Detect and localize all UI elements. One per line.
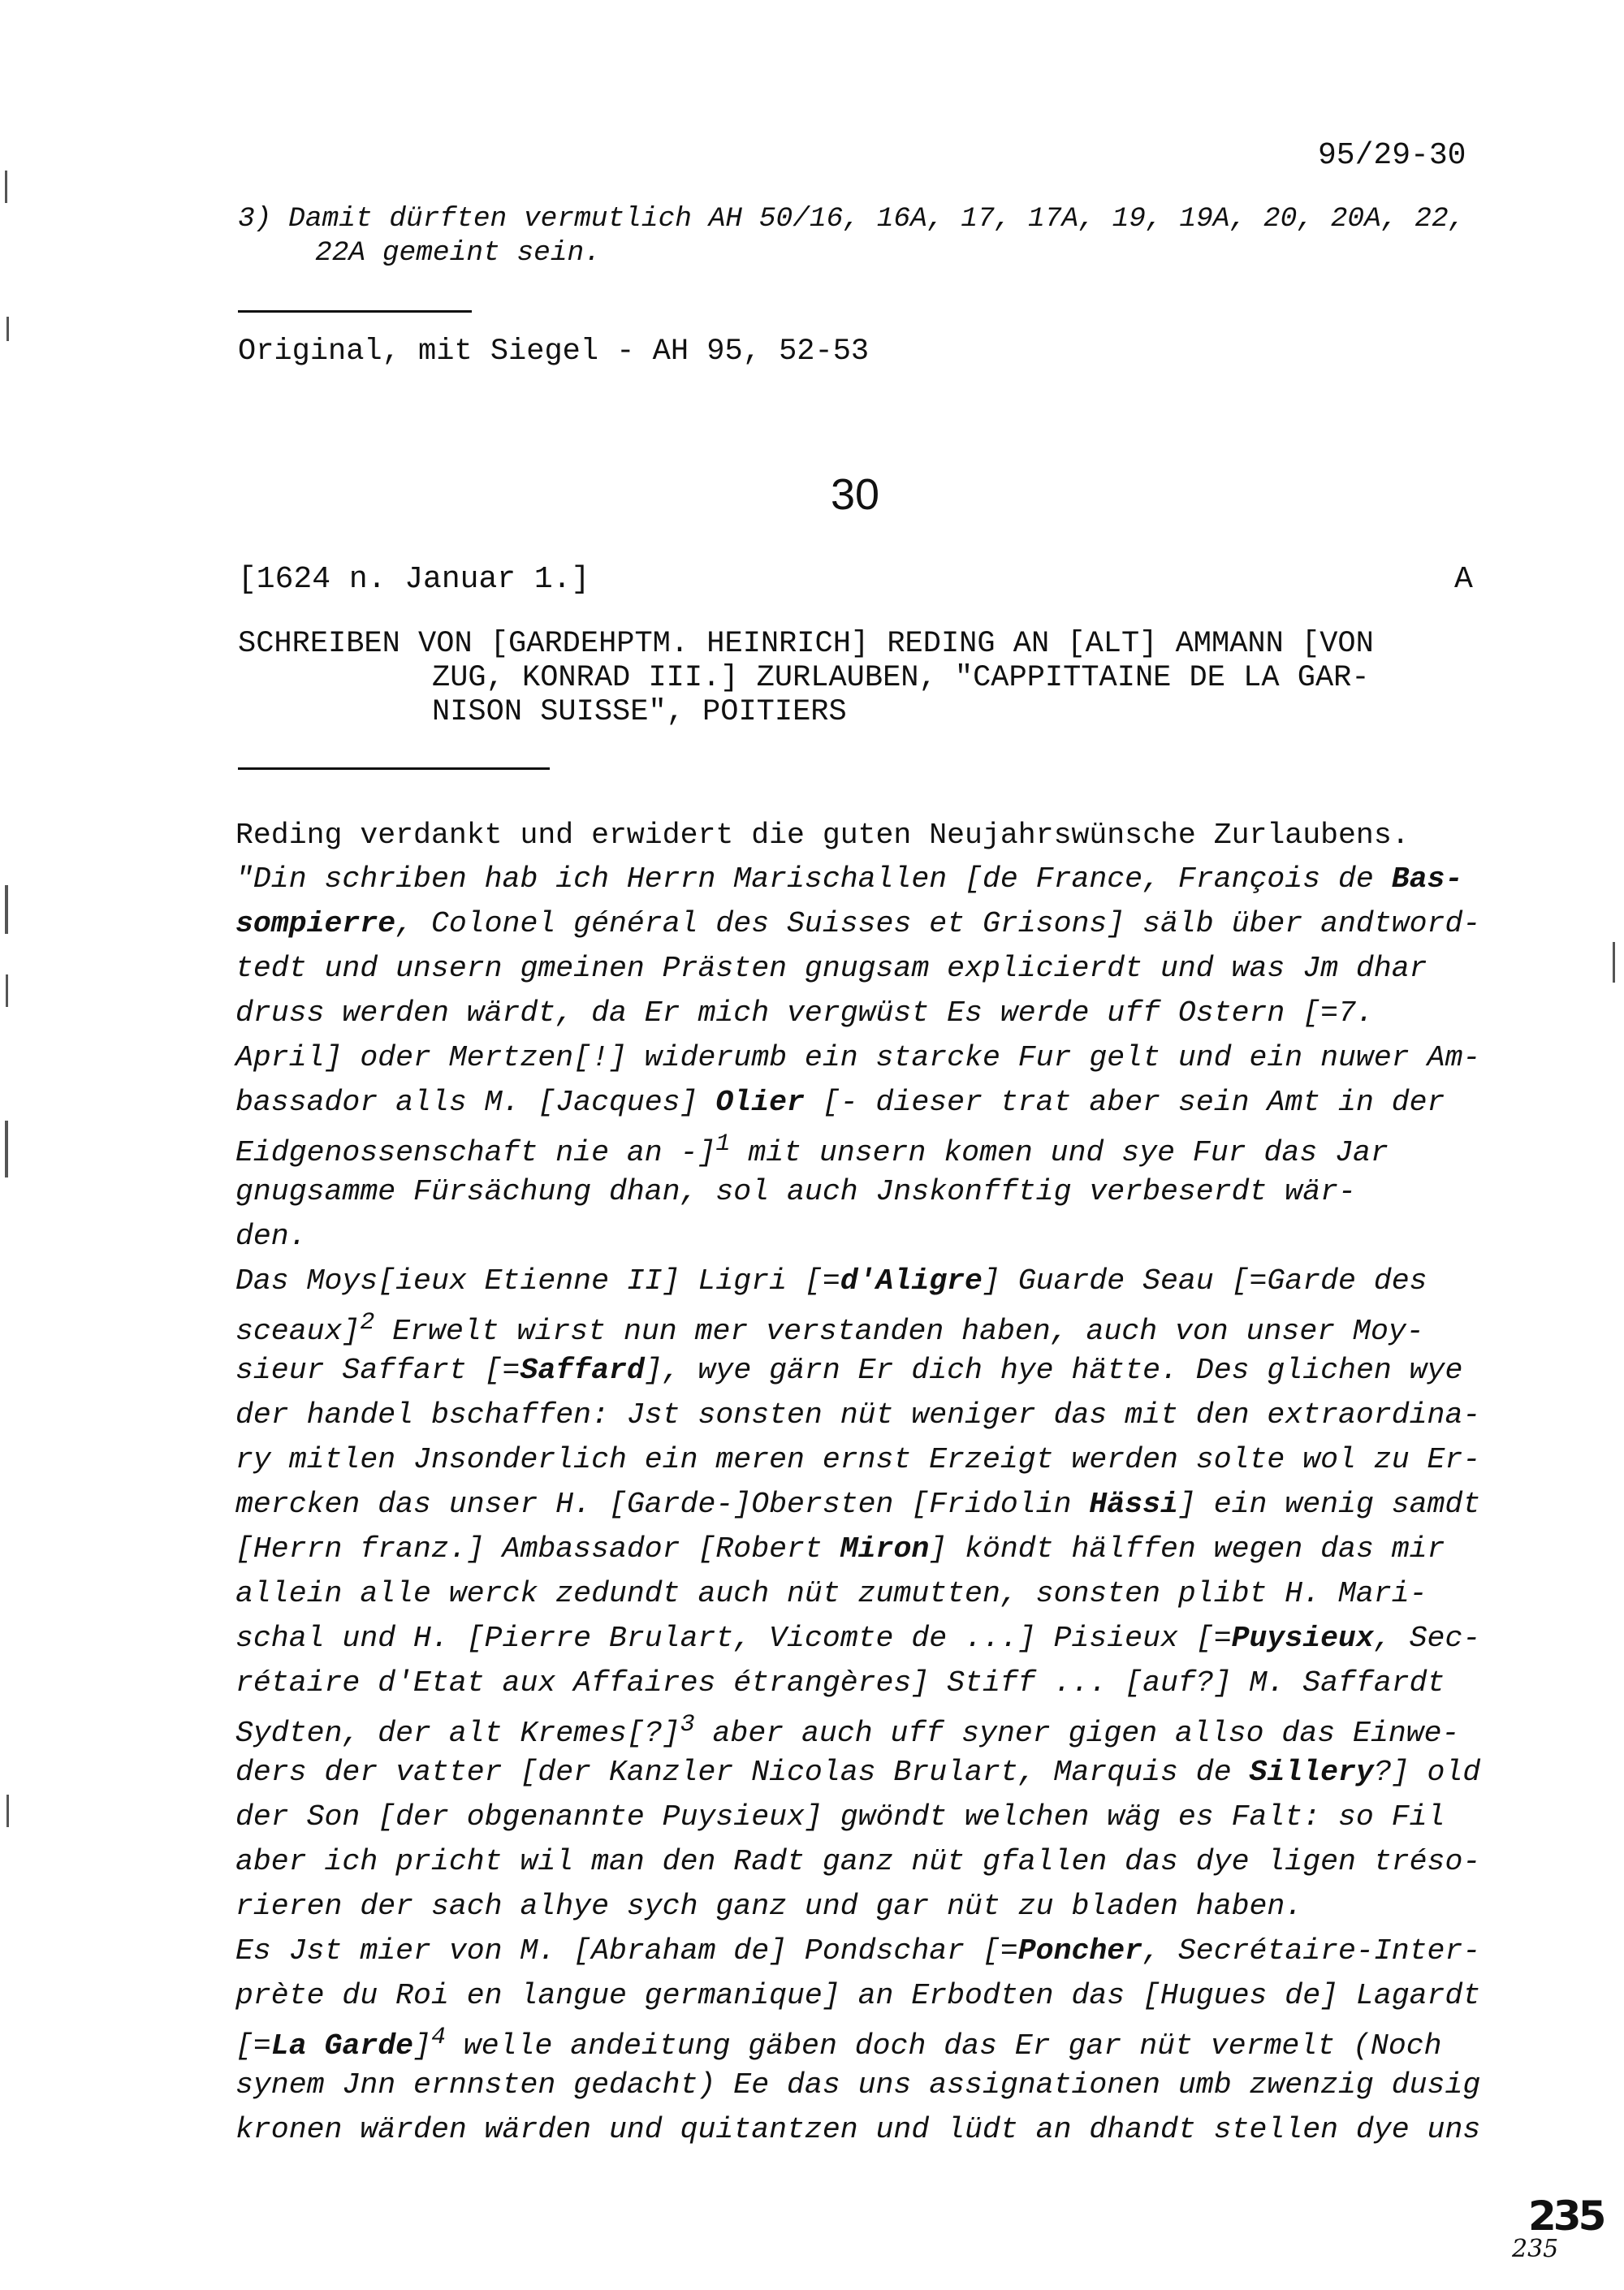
body-line <box>235 1711 1459 1750</box>
divider-rule <box>238 767 550 770</box>
text: bassador alls M. [Jacques] <box>235 1086 716 1119</box>
text: mit unsern komen und sye Fur das Jar <box>730 1136 1389 1170</box>
text: ] köndt hälffen wegen das mir <box>929 1532 1445 1566</box>
text: ] ein wenig samdt <box>1177 1488 1481 1521</box>
name-emphasis: Miron <box>840 1532 930 1566</box>
body-line: der Son [der obgenannte Puysieux] gwöndt welchen wäg es Falt: so Fil <box>235 1800 1445 1834</box>
body-line: synem Jnn ernnsten gedacht) Ee das uns assignationen umb zwenzig dusig <box>235 2068 1481 2102</box>
text: "Din schriben hab ich Herrn Marischallen [de France, François de <box>235 862 1392 896</box>
scan-edge-mark <box>6 974 8 1007</box>
footnote-3-line-1: 3) Damit dürften vermutlich AH 50/16, 16A, 17, 17A, 19, 19A, 20, 20A, 22, <box>238 203 1466 235</box>
body-line: prète du Roi en langue germanique] an Erbodten das [Hugues de] Lagardt <box>235 1979 1481 2012</box>
name-emphasis: Sillery <box>1249 1756 1374 1789</box>
text: Es Jst mier von M. [Abraham de] Pondschar [= <box>235 1934 1018 1968</box>
version-marker: A <box>1454 562 1473 597</box>
body-line <box>235 1532 1445 1566</box>
body-line: der handel bschaffen: Jst sonsten nüt weniger das mit den extraordina- <box>235 1398 1481 1432</box>
body-line <box>235 1130 1389 1169</box>
footnote-ref: 1 <box>715 1130 731 1158</box>
text: Eidgenossenschaft nie an -] <box>235 1136 716 1170</box>
handwritten-page-number: 235 <box>1512 2235 1559 2263</box>
text: Das Moys[ieux Etienne II] Ligri [= <box>235 1264 840 1298</box>
text: ], wye gärn Er dich hye hätte. Des glichen wye <box>644 1354 1463 1387</box>
body-line <box>235 1354 1462 1387</box>
body-line: aber ich pricht wil man den Radt ganz nüt gfallen das dye ligen tréso- <box>235 1845 1481 1878</box>
body-line <box>235 1756 1480 1789</box>
text: [= <box>235 2029 271 2063</box>
footnote-ref: 4 <box>430 2024 446 2051</box>
body-line: kronen wärden wärden und quitantzen und lüdt an dhandt stellen dye uns <box>235 2113 1481 2146</box>
document-number: 30 <box>831 470 880 519</box>
divider-rule <box>238 310 472 313</box>
name-emphasis: Hässi <box>1089 1488 1178 1521</box>
body-line <box>235 1309 1424 1348</box>
body-line <box>235 1622 1480 1655</box>
text: ders der vatter [der Kanzler Nicolas Brulart, Marquis de <box>235 1756 1250 1789</box>
source-note: Original, mit Siegel - AH 95, 52-53 <box>238 335 870 369</box>
body-line: druss werden wärdt, da Er mich vergwüst Es werde uff Ostern [=7. <box>235 996 1374 1030</box>
name-emphasis: sompierre <box>235 907 396 940</box>
body-line: den. <box>235 1220 307 1253</box>
text: sceaux] <box>235 1315 361 1349</box>
body-line: ry mitlen Jnsonderlich ein meren ernst Erzeigt werden solte wol zu Er- <box>235 1443 1481 1476</box>
scan-edge-mark <box>6 317 9 341</box>
footnote-3-line-2: 22A gemeint sein. <box>315 237 601 269</box>
body-line <box>235 1488 1480 1521</box>
page-number: 235 <box>1528 2193 1604 2240</box>
summary: Reding verdankt und erwidert die guten Neujahrswünsche Zurlaubens. <box>235 819 1410 852</box>
name-emphasis: Poncher <box>1017 1934 1143 1968</box>
scan-edge-mark <box>1613 942 1615 983</box>
text: sieur Saffart [= <box>235 1354 520 1387</box>
body-line: rieren der sach alhye sych ganz und gar nüt zu bladen haben. <box>235 1890 1303 1923</box>
body-line <box>235 1264 1427 1298</box>
name-emphasis: d'Aligre <box>840 1264 983 1298</box>
footnote-ref: 3 <box>680 1711 695 1739</box>
document-date: [1624 n. Januar 1.] <box>238 562 590 597</box>
footnote-ref: 2 <box>360 1309 375 1337</box>
text: Erwelt wirst nun mer verstanden haben, auch von unser Moy- <box>374 1315 1424 1349</box>
text: aber auch uff syner gigen allso das Einwe- <box>694 1717 1460 1751</box>
name-emphasis: Bas- <box>1391 862 1463 896</box>
body-line <box>235 1934 1480 1968</box>
body-line: tedt und unsern gmeinen Prästen gnugsam explicierdt und was Jm dhar <box>235 952 1427 985</box>
body-line: gnugsamme Fürsächung dhan, sol auch Jnskonfftig verbeserdt wär- <box>235 1175 1356 1208</box>
name-emphasis: Saffard <box>520 1354 645 1387</box>
scan-edge-mark <box>5 171 7 203</box>
body-line: rétaire d'Etat aux Affaires étrangères] Stiff ... [auf?] M. Saffardt <box>235 1666 1445 1700</box>
body-line <box>235 862 1462 896</box>
document-title-line-3: NISON SUISSE", POITIERS <box>432 695 847 729</box>
scan-edge-mark <box>5 885 8 934</box>
name-emphasis: Puysieux <box>1231 1622 1374 1655</box>
text: [- dieser trat aber sein Amt in der <box>804 1086 1445 1119</box>
text: ] <box>413 2029 431 2063</box>
body-line <box>235 2024 1442 2063</box>
document-title-line-1: SCHREIBEN VON [GARDEHPTM. HEINRICH] REDING AN [ALT] AMMANN [VON <box>238 627 1374 661</box>
text: , Colonel général des Suisses et Grisons] sälb über andtword- <box>395 907 1481 940</box>
document-title-line-2: ZUG, KONRAD III.] ZURLAUBEN, "CAPPITTAINE DE LA GAR- <box>432 661 1370 695</box>
page-reference: 95/29-30 <box>1318 138 1466 173</box>
text: schal und H. [Pierre Brulart, Vicomte de ...] Pisieux [= <box>235 1622 1232 1655</box>
text: Sydten, der alt Kremes[?] <box>235 1717 680 1751</box>
body-line: April] oder Mertzen[!] widerumb ein starcke Fur gelt und ein nuwer Am- <box>235 1041 1481 1074</box>
name-emphasis: La Garde <box>270 2029 414 2063</box>
body-line: allein alle werck zedundt auch nüt zumutten, sonsten plibt H. Mari- <box>235 1577 1427 1610</box>
text: ] Guarde Seau [=Garde des <box>982 1264 1427 1298</box>
text: welle andeitung gäben doch das Er gar nüt vermelt (Noch <box>445 2029 1442 2063</box>
text: mercken das unser H. [Garde-]Obersten [Fridolin <box>235 1488 1090 1521</box>
scan-edge-mark <box>5 1121 8 1177</box>
name-emphasis: Olier <box>715 1086 805 1119</box>
text: [Herrn franz.] Ambassador [Robert <box>235 1532 840 1566</box>
text: , Sec- <box>1373 1622 1481 1655</box>
text: , Secrétaire-Inter- <box>1142 1934 1481 1968</box>
text: ?] old <box>1373 1756 1481 1789</box>
body-line <box>235 907 1480 940</box>
body-line <box>235 1086 1445 1119</box>
scan-edge-mark <box>6 1795 9 1827</box>
